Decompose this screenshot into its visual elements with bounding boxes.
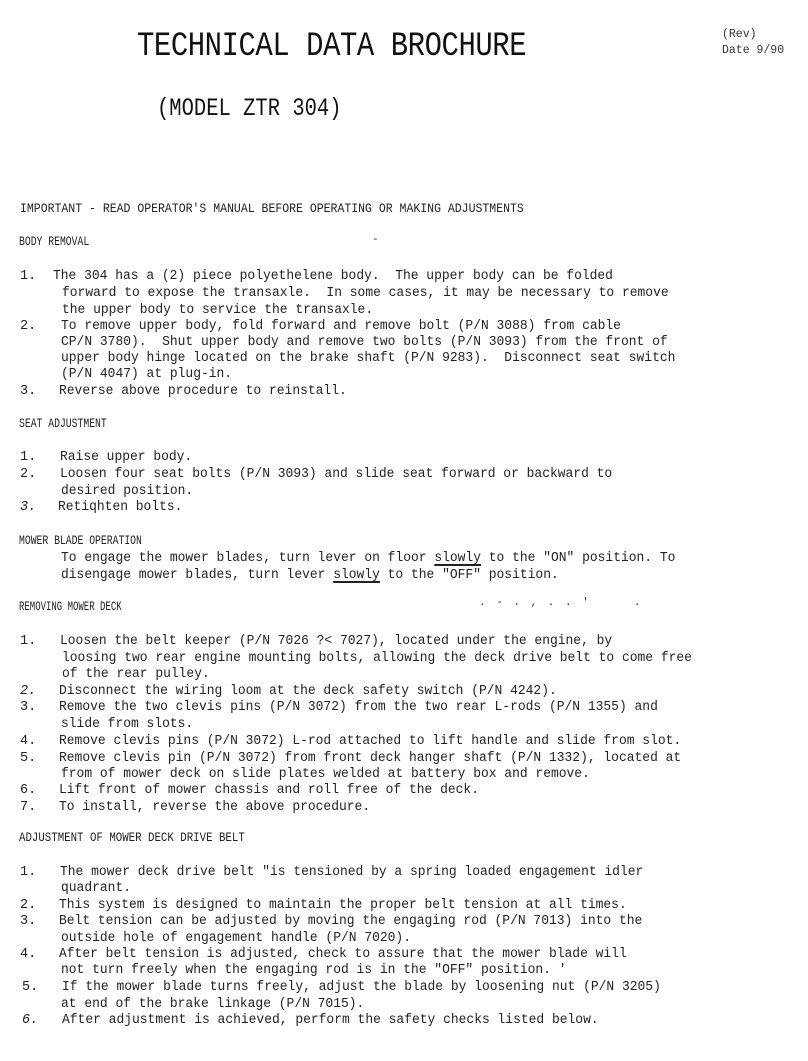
list-item-line: To install, reverse the above procedure. <box>59 800 371 815</box>
list-item-line: outside hole of engagement handle (P/N 7020). <box>61 931 411 946</box>
list-item-line: Loosen four seat bolts (P/N 3093) and slide seat forward or backward to <box>60 467 613 482</box>
list-number: 5. <box>20 751 37 766</box>
list-item-line: Remove clevis pin (P/N 3072) from front deck hanger shaft (P/N 1332), located at <box>59 751 682 766</box>
list-item-line: desired position. <box>61 484 194 499</box>
list-number: 1. <box>20 634 37 649</box>
list-item-line: Remove clevis pins (P/N 3072) L-rod attached to lift handle and slide from slot. <box>59 734 682 749</box>
list-number: 6. <box>20 783 37 798</box>
list-item-line: the upper body to service the transaxle. <box>62 303 374 318</box>
list-item-line: Lift front of mower chassis and roll free of the deck. <box>59 783 479 798</box>
list-item-line: To remove upper body, fold forward and remove bolt (P/N 3088) from cable <box>61 319 621 334</box>
list-item-line: CP/N 3780). Shut upper body and remove two bolts (P/N 3093) from the front of <box>61 335 668 350</box>
list-item-line: Remove the two clevis pins (P/N 3072) from the two rear L-rods (P/N 1355) and <box>59 700 658 715</box>
list-number: 4. <box>20 734 37 749</box>
list-number: 3. <box>20 384 37 399</box>
list-item-line: This system is designed to maintain the proper belt tension at all times. <box>59 898 627 913</box>
paragraph-line <box>61 550 675 567</box>
list-item-line: Loosen the belt keeper (P/N 7026 ?< 7027), located under the engine, by <box>60 634 613 649</box>
list-item-line: not turn freely when the engaging rod is in the "OFF" position. ' <box>61 963 567 978</box>
list-number: 3. <box>20 914 37 929</box>
list-number: 1. <box>20 450 37 465</box>
model-subtitle: (MODEL ZTR 304) <box>157 94 342 123</box>
list-item-line: (P/N 4047) at plug-in. <box>61 367 233 382</box>
list-number: 7. <box>20 800 37 815</box>
list-item-line: After belt tension is adjusted, check to assure that the mower blade will <box>59 947 627 962</box>
list-item-line: Retiqhten bolts. <box>58 500 183 515</box>
text-run: to the "OFF" position. <box>379 568 559 583</box>
list-number: 1. <box>20 269 37 284</box>
list-item-line: Belt tension can be adjusted by moving the engaging rod (P/N 7013) into the <box>59 914 643 929</box>
list-number: 1. <box>20 865 37 880</box>
list-number: 2. <box>20 319 37 334</box>
revision-date: Date 9/90 <box>722 44 785 57</box>
list-item-line: After adjustment is achieved, perform the safety checks listed below. <box>62 1013 599 1028</box>
text-run: To engage the mower blades, turn lever on floor <box>61 551 435 566</box>
list-item-line: quadrant. <box>61 881 132 896</box>
list-item-line: Raise upper body. <box>60 450 193 465</box>
list-item-line: at end of the brake linkage (P/N 7015). <box>61 997 365 1012</box>
stray-mark: - <box>372 234 381 246</box>
list-number: 6. <box>22 1013 39 1028</box>
list-number: 3. <box>20 500 37 515</box>
important-notice: IMPORTANT - READ OPERATOR'S MANUAL BEFORE OPERATING OR MAKING ADJUSTMENTS <box>20 202 524 216</box>
list-number: 2. <box>20 684 37 699</box>
list-item-line: The mower deck drive belt "is tensioned by a spring loaded engagement idler <box>60 865 644 880</box>
list-item-line: If the mower blade turns freely, adjust the blade by loosening nut (P/N 3205) <box>62 980 661 995</box>
section-heading-body-removal: BODY REMOVAL <box>19 235 90 249</box>
section-heading-deck-drive-belt: ADJUSTMENT OF MOWER DECK DRIVE BELT <box>19 831 245 845</box>
list-item-line: from of mower deck on slide plates welded at battery box and remove. <box>61 767 590 782</box>
list-item-line: Reverse above procedure to reinstall. <box>59 384 347 399</box>
list-number: 4. <box>20 947 37 962</box>
text-run: disengage mower blades, turn lever <box>61 568 334 583</box>
emphasis-slowly: slowly <box>434 551 481 566</box>
list-number: 3. <box>20 700 37 715</box>
section-heading-mower-blade-operation: MOWER BLADE OPERATION <box>19 534 142 548</box>
rev-label: (Rev) <box>722 28 757 41</box>
list-item-line: Disconnect the wiring loom at the deck safety switch (P/N 4242). <box>59 684 557 699</box>
text-run: to the "ON" position. To <box>480 551 676 566</box>
list-number: 2. <box>20 898 37 913</box>
list-item-line: forward to expose the transaxle. In some cases, it may be necessary to remove <box>62 286 669 301</box>
section-heading-removing-mower-deck: REMOVING MOWER DECK <box>19 600 122 614</box>
list-number: 2. <box>20 467 37 482</box>
stray-marks: . - . , . . ' . <box>479 597 643 609</box>
list-item-line: loosing two rear engine mounting bolts, allowing the deck drive belt to come free <box>62 651 692 666</box>
paragraph-line <box>61 567 559 584</box>
revision-block <box>722 27 784 59</box>
emphasis-slowly: slowly <box>333 568 380 583</box>
list-number: 5. <box>22 980 39 995</box>
document-title: TECHNICAL DATA BROCHURE <box>137 28 527 66</box>
list-item-line: of the rear pulley. <box>62 667 210 682</box>
section-heading-seat-adjustment: SEAT ADJUSTMENT <box>19 417 107 431</box>
list-item-line: The 304 has a (2) piece polyethelene body. The upper body can be folded <box>53 269 613 284</box>
list-item-line: slide from slots. <box>61 717 194 732</box>
list-item-line: upper body hinge located on the brake shaft (P/N 9283). Disconnect seat switch <box>61 351 676 366</box>
